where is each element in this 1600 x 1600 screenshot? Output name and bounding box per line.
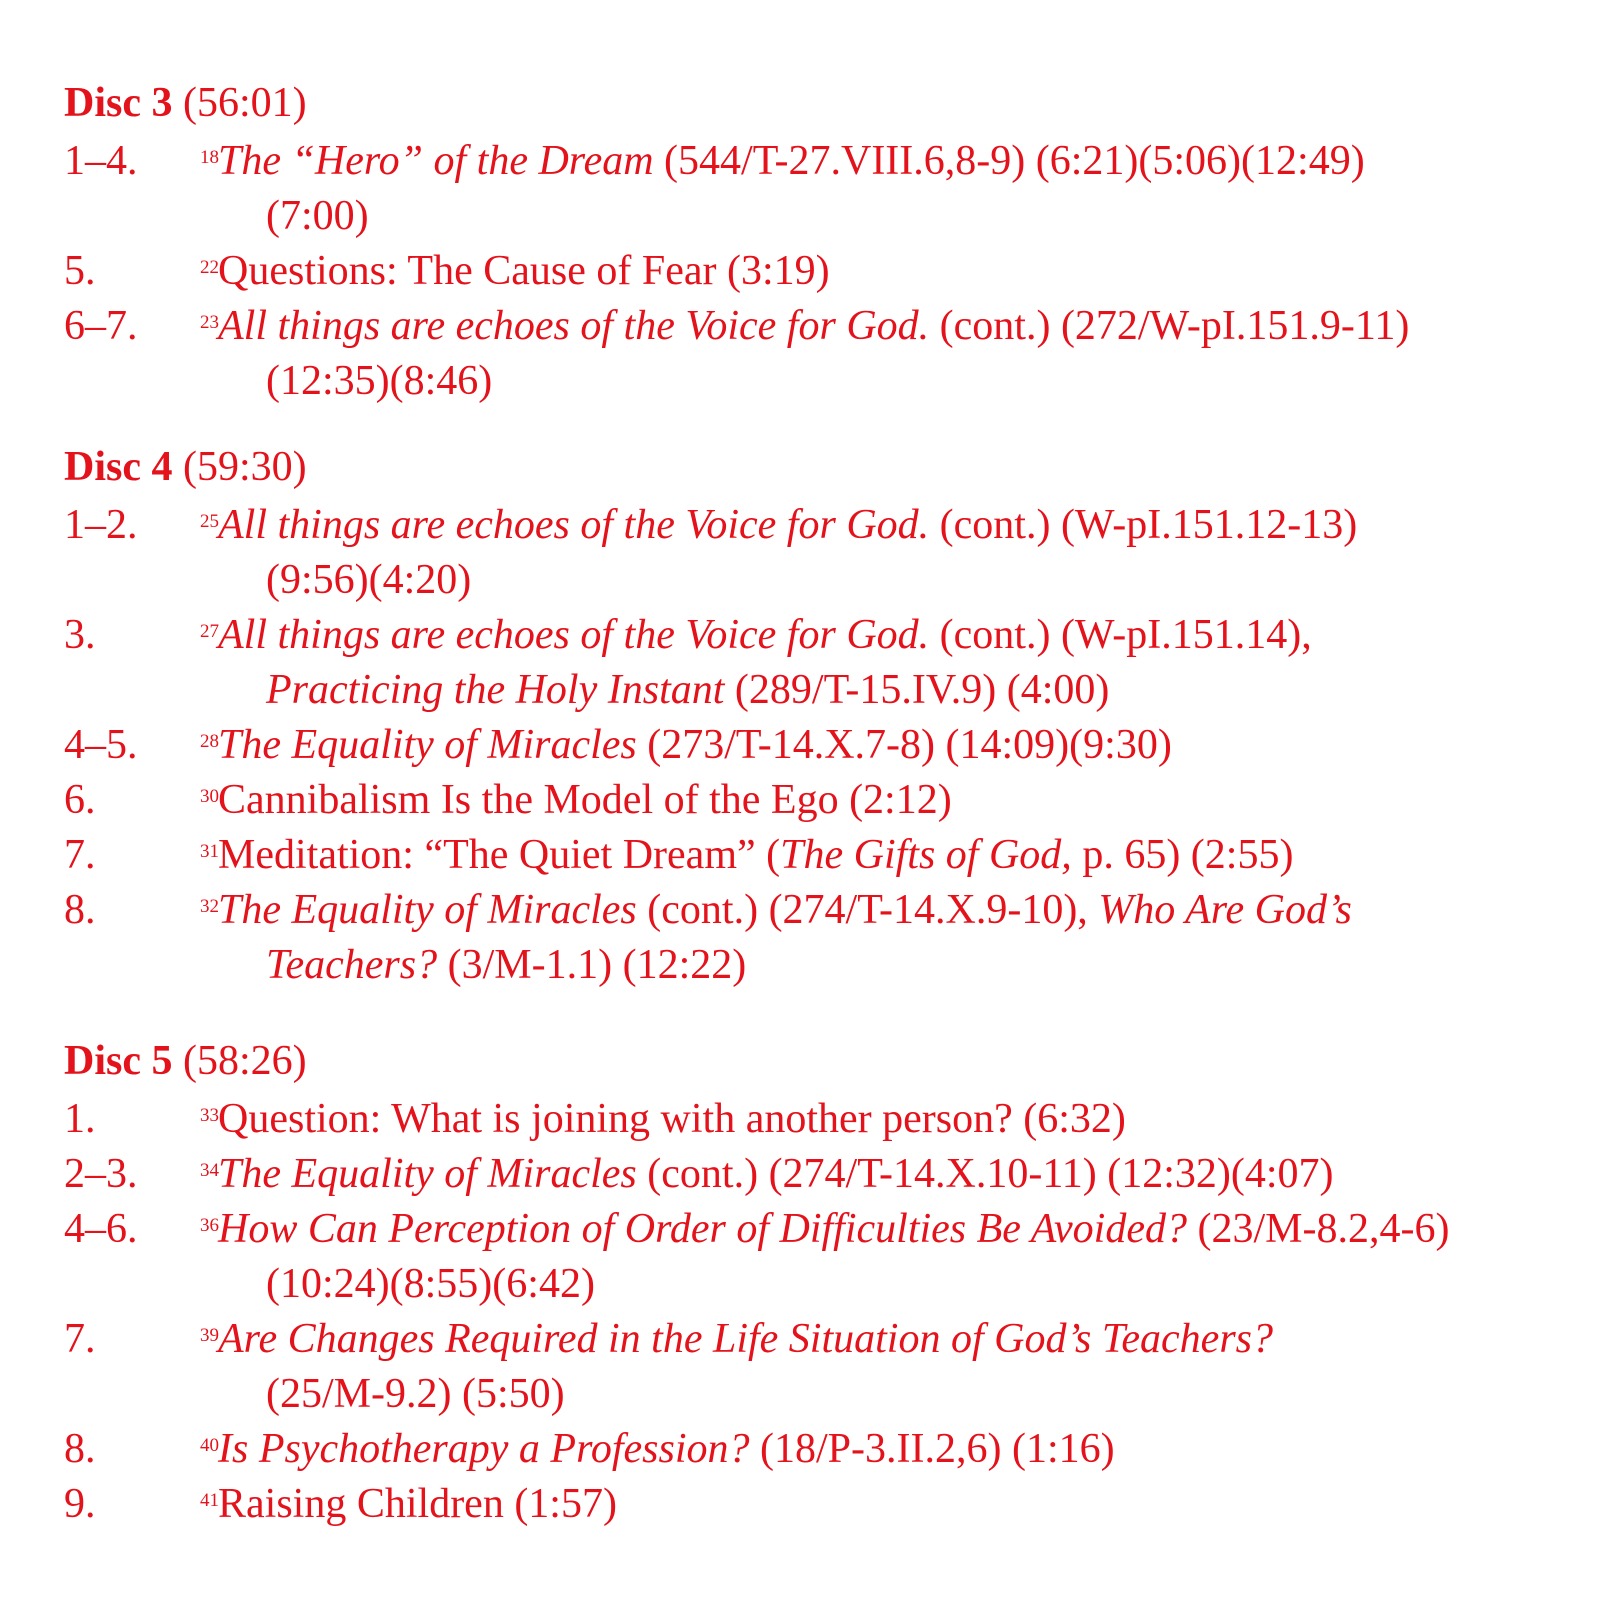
text-segment: (289/T-15.IV.9) (4:00)	[724, 667, 1110, 713]
page-reference-superscript: 41	[200, 1490, 219, 1511]
italic-title-segment: The Equality of Miracles	[218, 1151, 637, 1197]
track-title	[200, 1147, 1593, 1202]
page-reference-superscript: 36	[200, 1215, 219, 1236]
track-title	[200, 718, 1593, 773]
track-title	[200, 1312, 1593, 1422]
track-title	[200, 1092, 1593, 1147]
track-title	[200, 1422, 1593, 1477]
text-segment: (10:24)(8:55)(6:42)	[266, 1261, 595, 1307]
text-segment: (544/T-27.VIII.6,8-9) (6:21)(5:06)(12:49)	[653, 138, 1365, 184]
text-segment: (cont.) (272/W-pI.151.9-11)	[929, 303, 1410, 349]
track-number: 2–3.	[64, 1151, 138, 1197]
italic-title-segment: Are Changes Required in the Life Situation of God’s Teachers?	[218, 1316, 1274, 1362]
disc-duration: (56:01)	[183, 80, 307, 126]
track-title-continuation	[218, 1367, 1593, 1422]
text-segment: (18/P-3.II.2,6) (1:16)	[749, 1426, 1115, 1472]
track-title-line	[200, 1092, 1593, 1147]
text-segment: p. 65) (2:55)	[1071, 832, 1294, 878]
text-segment: Meditation: “The Quiet Dream” (	[218, 832, 781, 878]
track-title	[200, 883, 1593, 993]
track-title-continuation	[218, 354, 1593, 409]
page-reference-superscript: 31	[200, 841, 219, 862]
page-reference-superscript: 18	[200, 147, 219, 168]
track-title-line	[200, 883, 1593, 938]
text-segment: (25/M-9.2) (5:50)	[266, 1371, 565, 1417]
text-segment: (cont.) (W-pI.151.12-13)	[929, 502, 1358, 548]
page-reference-superscript: 27	[200, 621, 219, 642]
track-number: 6.	[64, 777, 96, 823]
page-reference-superscript: 34	[200, 1160, 219, 1181]
text-segment: (cont.) (W-pI.151.14),	[929, 612, 1312, 658]
track-number: 6–7.	[64, 303, 138, 349]
track-number: 7.	[64, 1316, 96, 1362]
disc-header	[64, 78, 307, 128]
text-segment: Questions: The Cause of Fear (3:19)	[218, 248, 830, 294]
italic-title-segment: Teachers?	[266, 942, 438, 988]
track-number: 3.	[64, 612, 96, 658]
text-segment: Cannibalism Is the Model of the Ego (2:12)	[218, 777, 952, 823]
track-title	[200, 1202, 1593, 1312]
track-title-continuation	[218, 938, 1593, 993]
text-segment: Raising Children (1:57)	[218, 1481, 617, 1527]
track-title-line	[200, 828, 1593, 883]
track-number: 8.	[64, 887, 96, 933]
text-segment: (cont.) (274/T-14.X.9-10),	[636, 887, 1099, 933]
track-title-line	[200, 1477, 1593, 1532]
italic-title-segment: The “Hero” of the Dream	[218, 138, 654, 184]
track-number: 7.	[64, 832, 96, 878]
disc-duration: (59:30)	[183, 444, 307, 490]
track-title-continuation	[218, 189, 1593, 244]
track-title-line	[200, 608, 1593, 663]
text-segment: Question: What is joining with another person? (6:32)	[218, 1096, 1126, 1142]
track-title-line	[200, 1422, 1593, 1477]
track-number: 1–2.	[64, 502, 138, 548]
track-title-line	[200, 773, 1593, 828]
track-title-continuation	[218, 663, 1593, 718]
track-title	[200, 244, 1593, 299]
track-title	[200, 773, 1593, 828]
text-segment: (273/T-14.X.7-8) (14:09)(9:30)	[636, 722, 1172, 768]
text-segment: (3/M-1.1) (12:22)	[437, 942, 747, 988]
italic-title-segment: Is Psychotherapy a Profession?	[218, 1426, 750, 1472]
page-reference-superscript: 40	[200, 1435, 219, 1456]
italic-title-segment: All things are echoes of the Voice for God.	[218, 502, 930, 548]
track-title	[200, 299, 1593, 409]
track-number: 4–6.	[64, 1206, 138, 1252]
page-reference-superscript: 28	[200, 731, 219, 752]
text-segment: (cont.) (274/T-14.X.10-11) (12:32)(4:07)	[636, 1151, 1334, 1197]
italic-title-segment: Who Are God’s	[1098, 887, 1352, 933]
track-number: 4–5.	[64, 722, 138, 768]
italic-title-segment: The Equality of Miracles	[218, 887, 637, 933]
text-segment: (7:00)	[266, 193, 369, 239]
track-number: 8.	[64, 1426, 96, 1472]
page-reference-superscript: 33	[200, 1105, 219, 1126]
track-title-line	[200, 244, 1593, 299]
track-title	[200, 498, 1593, 608]
track-number: 1–4.	[64, 138, 138, 184]
track-title	[200, 828, 1593, 883]
text-segment: (12:35)(8:46)	[266, 358, 493, 404]
italic-title-segment: How Can Perception of Order of Difficulties Be Avoided?	[218, 1206, 1187, 1252]
track-title-continuation	[218, 1257, 1593, 1312]
track-number: 5.	[64, 248, 96, 294]
disc-header	[64, 442, 307, 492]
track-title	[200, 1477, 1593, 1532]
track-number: 1.	[64, 1096, 96, 1142]
track-title-continuation	[218, 553, 1593, 608]
disc-label: Disc 4	[64, 444, 173, 490]
text-segment: (9:56)(4:20)	[266, 557, 472, 603]
italic-title-segment: The Gifts of God,	[780, 832, 1072, 878]
disc-duration: (58:26)	[183, 1038, 307, 1084]
italic-title-segment: All things are echoes of the Voice for God.	[218, 612, 930, 658]
disc-header	[64, 1036, 307, 1086]
page-reference-superscript: 39	[200, 1325, 219, 1346]
page-reference-superscript: 23	[200, 312, 219, 333]
track-title-line	[200, 1202, 1593, 1257]
text-segment: (23/M-8.2,4-6)	[1186, 1206, 1450, 1252]
page-reference-superscript: 32	[200, 896, 219, 917]
track-number: 9.	[64, 1481, 96, 1527]
italic-title-segment: The Equality of Miracles	[218, 722, 637, 768]
track-title	[200, 134, 1593, 244]
disc-label: Disc 3	[64, 80, 173, 126]
track-title-line	[200, 134, 1593, 189]
track-title-line	[200, 1312, 1593, 1367]
track-title-line	[200, 299, 1593, 354]
italic-title-segment: All things are echoes of the Voice for God.	[218, 303, 930, 349]
track-title	[200, 608, 1593, 718]
track-title-line	[200, 1147, 1593, 1202]
page-reference-superscript: 22	[200, 257, 219, 278]
track-title-line	[200, 498, 1593, 553]
page-reference-superscript: 25	[200, 511, 219, 532]
italic-title-segment: Practicing the Holy Instant	[266, 667, 725, 713]
track-title-line	[200, 718, 1593, 773]
disc-label: Disc 5	[64, 1038, 173, 1084]
page-reference-superscript: 30	[200, 786, 219, 807]
